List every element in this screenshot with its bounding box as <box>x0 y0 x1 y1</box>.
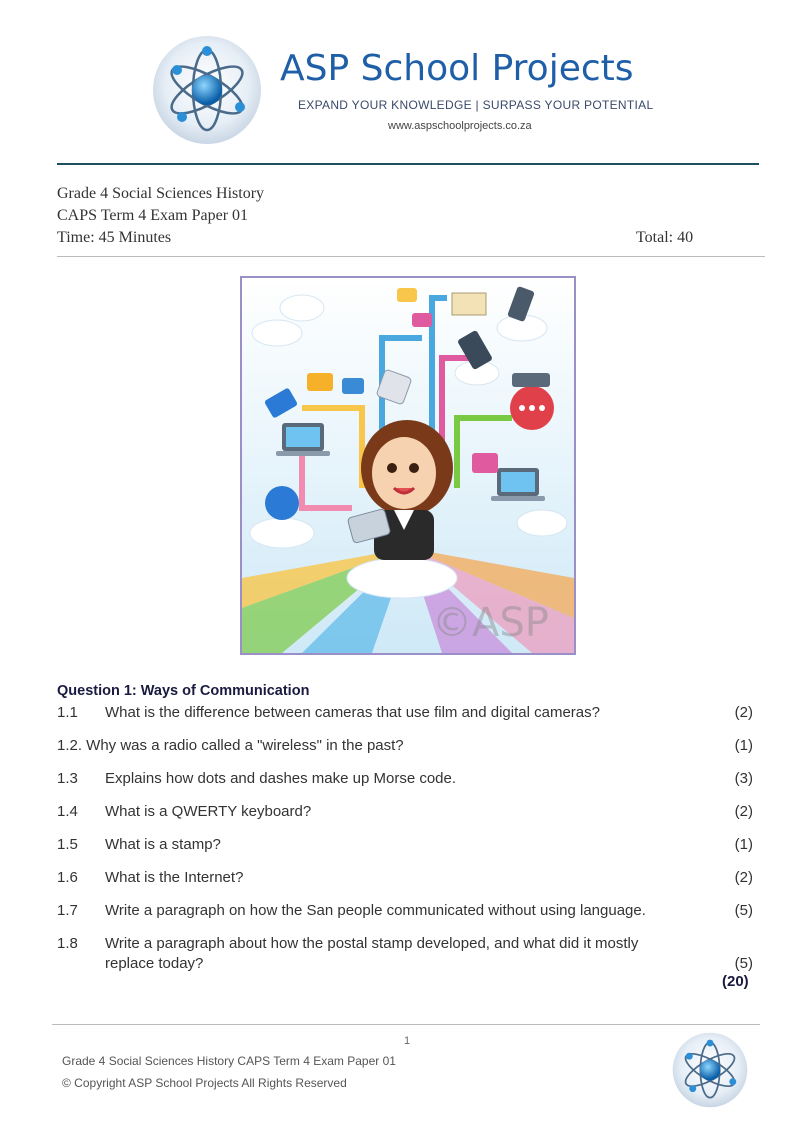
question-marks: (5) <box>734 955 753 972</box>
question-marks: (5) <box>734 902 753 919</box>
header-divider <box>57 163 759 165</box>
question-text: What is the difference between cameras that use film and digital cameras? <box>105 704 600 721</box>
paper-total: Total: 40 <box>636 229 694 246</box>
info-divider <box>57 256 765 257</box>
question-text: Write a paragraph about how the postal stamp developed, and what did it mostly <box>105 935 639 952</box>
question-number: 1.7 <box>57 902 78 919</box>
page-number: 1 <box>404 1035 411 1047</box>
question-number: 1.8 <box>57 935 78 952</box>
brand-url[interactable]: www.aspschoolprojects.co.za <box>388 120 532 132</box>
question-marks: (3) <box>734 770 753 787</box>
question-number: 1.5 <box>57 836 78 853</box>
question-text: What is the Internet? <box>105 869 244 886</box>
question-text: 1.2. Why was a radio called a "wireless" in the past? <box>57 737 404 754</box>
question-text: What is a stamp? <box>105 836 221 853</box>
question-number: 1.6 <box>57 869 78 886</box>
atom-logo-small-icon <box>672 1032 748 1108</box>
brand-title: ASP School Projects <box>280 48 634 89</box>
question-text: Write a paragraph on how the San people communicated without using language. <box>105 902 646 919</box>
communication-illustration <box>240 276 576 655</box>
question-text-continued: replace today? <box>105 955 204 972</box>
illustration-image <box>242 278 574 653</box>
brand-tagline: EXPAND YOUR KNOWLEDGE | SURPASS YOUR POTENTIAL <box>298 98 654 112</box>
question-text: Explains how dots and dashes make up Morse code. <box>105 770 457 787</box>
question-marks: (2) <box>734 704 753 721</box>
question-marks: (1) <box>734 737 753 754</box>
question-number: 1.1 <box>57 704 78 721</box>
question-marks: (1) <box>734 836 753 853</box>
question-marks: (2) <box>734 803 753 820</box>
footer-copyright: © Copyright ASP School Projects All Rights Reserved <box>62 1076 347 1090</box>
section-total: (20) <box>722 973 749 990</box>
question-number: 1.3 <box>57 770 78 787</box>
question-heading: Question 1: Ways of Communication <box>57 683 310 699</box>
question-number: 1.4 <box>57 803 78 820</box>
paper-subject: Grade 4 Social Sciences History <box>57 185 265 202</box>
paper-time: Time: 45 Minutes <box>57 229 172 246</box>
question-marks: (2) <box>734 869 753 886</box>
question-text: What is a QWERTY keyboard? <box>105 803 312 820</box>
illustration-watermark: ©ASP <box>432 600 549 646</box>
paper-title: CAPS Term 4 Exam Paper 01 <box>57 207 249 224</box>
atom-logo-icon <box>152 35 262 145</box>
footer-divider <box>52 1024 760 1025</box>
footer-paper-title: Grade 4 Social Sciences History CAPS Term 4 Exam Paper 01 <box>62 1054 396 1068</box>
